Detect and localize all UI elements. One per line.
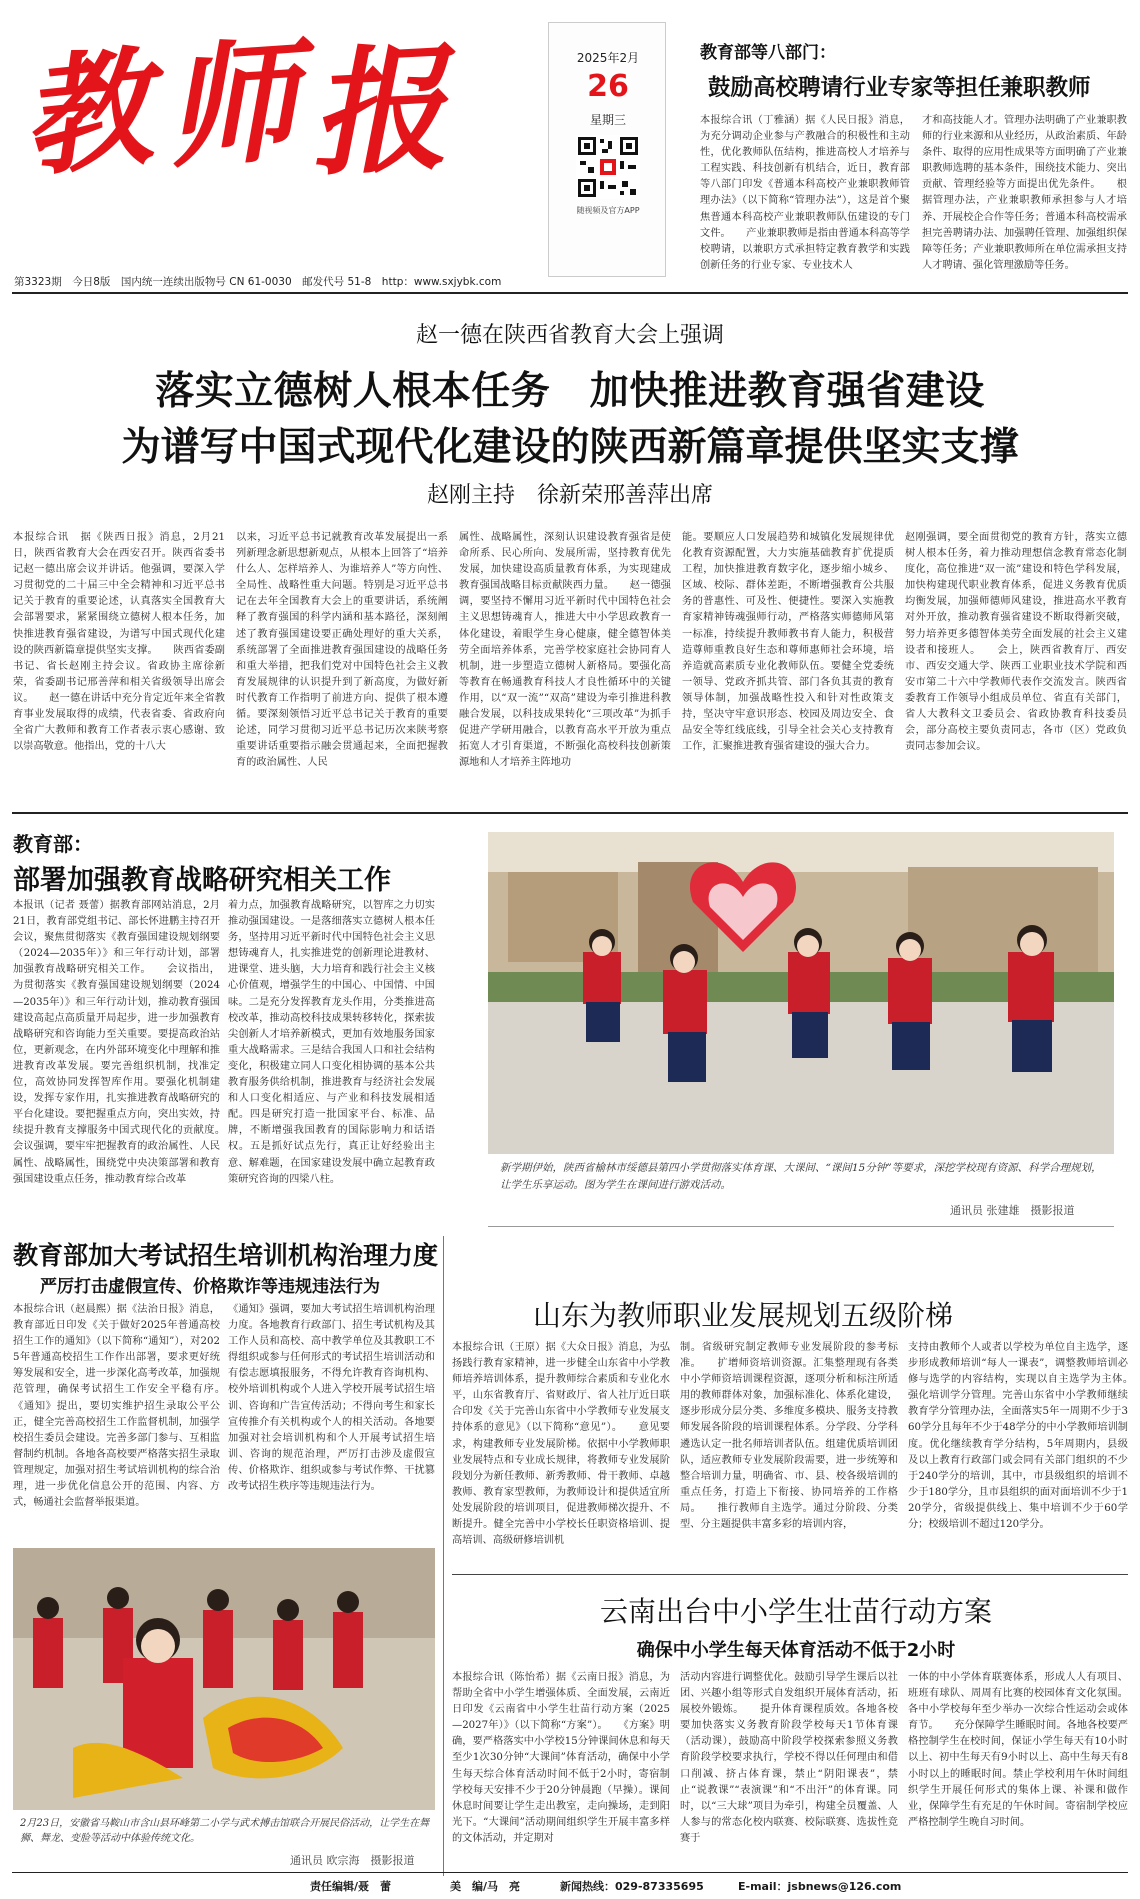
photo-top-caption: 新学期伊始，陕西省榆林市绥德县第四小学贯彻落实体育课、大课间、“课间15分钟”等要求，深挖学校现有资源、科学合理规划，让学生乐享运动。图为学生在课间进行游戏活动。 <box>500 1162 1102 1191</box>
top-story-headline: 鼓励高校聘请行业专家等担任兼职教师 <box>708 75 1091 101</box>
lion-dance-illustration <box>13 1548 435 1810</box>
date-weekday: 星期三 <box>589 113 626 127</box>
lead-col-3: 属性、战略属性，深刻认识建设教育强省是使命所系、民心所向、发展所需，坚持教育优先发展，加快建设高质量教育体系，为实现建成教育强国战略目标贡献陕西力量。 赵一德强调，要坚持不懈用习近平新时代中国特色社会主义思想铸魂育人，推进大中小学思政教育一体化建设，着眼学生身心健康，健全德智体美劳全面培养体系，完善学校家庭社会协同育人机制，进一步塑造立德树人新格局。要强化高等教育在畅通教育科技人才良性循环中的关键作用，以“双一流”“双高”建设为牵引推进科教融合发展，以科技成果转化“三项改革”为抓手促进产学研用融合，以教育高水平开放为重点拓宽人才引育渠道，不断强化高校科技创新策源地和人才培养主阵地功 <box>459 532 671 769</box>
lead-headline-line-1: 落实立德树人根本任务 加快推进教育强省建设 <box>155 369 985 414</box>
footer-art-editor: 美 编/马 亮 <box>450 1880 521 1893</box>
left-column-divider <box>443 1236 444 1876</box>
photo-lion-dance <box>13 1548 435 1810</box>
qr-code-icon[interactable] <box>576 135 640 199</box>
exam-col-2: 《通知》强调，要加大考试招生培训机构治理力度。各地教育行政部门、招生考试机构及其工作人员和高校、高中教学单位及其教职工不得组织或参与任何形式的考试招生培训活动和有偿志愿填报服务，不得允许教育咨询机构、校外培训机构或个人进入学校开展考试招生培训、咨询和广告宣传活动；不得向考生和家长宣传推介有关机构或个人的相关活动。各地要加强对社会培训机构和个人开展考试招生培训、咨询的规范治理，严厉打击涉及虚假宣传、价格欺诈、组织或参与考试作弊、干扰篡改考试招生秩序等违规违法行为。 <box>228 1304 435 1493</box>
shandong-col-2: 制。省级研究制定教师专业发展阶段的参考标准。 扩增师资培训资源。汇集整理现有各类中小学师资培训课程资源，逐项分析和标注所适用的教师群体对象，加强标准化、体系化建设，逐步形成分层分类、多维度多模块、服务支持教师发展各阶段的培训课程体系。分学段、分学科遴选认定一批名师培训者队伍。组建优质培训团队，适应教师专业发展阶段需要，进一步统筹和整合培训力量，明确省、市、县、校各级培训的重点任务，打造上下衔接、协同培养的工作格局。 推行教师自主选学。通过分阶段、分类型、分主题提供丰富多彩的培训内容， <box>680 1342 898 1531</box>
shandong-bottom-rule <box>452 1574 1128 1575</box>
exam-col-1: 本报综合讯（赵晨熙）据《法治日报》消息，教育部近日印发《关于做好2025年普通高校招生工作的通知》（以下简称“通知”），对2025年普通高校招生工作作出部署，要求更好统筹发展和安全，进一步深化高考改革，加强规范管理，确保考试招生工作安全平稳有序。 《通知》提出，要切实维护招生录取公平公正，健全完善高校招生工作监督机制，加强学校招生委员会建设。完善多部门参与、互相监督制约机制。各地各高校要严格落实招生录取管理规定，加强对招生考试培训机构的综合治理，进一步优化信息公开的范围、内容、方式，畅通社会监督举报渠道。 <box>13 1304 220 1509</box>
yunnan-col-2: 活动内容进行调整优化。鼓励引导学生课后以社团、兴趣小组等形式自发组织开展体育活动，拓展校外锻炼。 提升体育课程质效。各地各校要加快落实义务教育阶段学校每天1节体育课（活动课），鼓励高中阶段学校探索参照义务教育阶段学校要求执行，学校不得以任何理由和借口削减、挤占体育课，禁止“阴阳课表”，禁止“说教课”“表演课”和“不出汗”的体育课。同时，以“三大球”项目为牵引，构建全员覆盖、人人参与的常态化校内联赛、校际联赛、选拔性竞赛于 <box>680 1672 898 1844</box>
yunnan-subhead: 确保中小学生每天体育活动不低于2小时 <box>636 1640 956 1661</box>
masthead-title-char-1: 教 <box>14 32 158 196</box>
children-game-illustration <box>488 832 1114 1154</box>
photo-bottom-credit: 通讯员 欧宗海 摄影报道 <box>290 1854 415 1867</box>
photo-children-playing <box>488 832 1114 1154</box>
masthead-title-char-2: 师 <box>159 23 303 188</box>
shandong-col-1: 本报综合讯（王原）据《大众日报》消息，为弘扬践行教育家精神，进一步健全山东省中小学教师培养培训体系，提升教师综合素质和专业化水平，山东省教育厅、省财政厅、省人社厅近日联合印发《关于完善山东省中小学教师专业发展支持体系的意见》（以下简称“意见”）。 意见要求，构建教师专业发展阶梯。依据中小学教师职业发展特点和专业成长规律，将教师专业发展阶段划分为新任教师、新秀教师、骨干教师、卓越教师、教育家型教师，为教师设计和提供适宜所处发展阶段的培训项目，促进教师梯次提升、不断提升。健全完善中小学校长任职资格培训、提高培训、高级研修培训机 <box>452 1342 670 1547</box>
qr-caption: 随视频及官方APP <box>576 206 640 215</box>
masthead-title-char-3: 报 <box>305 28 451 196</box>
strategy-headline: 部署加强教育战略研究相关工作 <box>13 865 391 896</box>
strategy-col-2: 着力点，加强教育战略研究，以智库之力切实推动强国建设。一是落细落实立德树人根本任务，坚持用习近平新时代中国特色社会主义思想铸魂育人，扎实推进党的创新理论进教材、进课堂、进头脑，大力培育和践行社会主义核心价值观，增强学生的中国心、中国情、中国味。二是充分发挥教育龙头作用，分类推进高校改革，推动高校科技成果转移转化，探索拔尖创新人才培养新模式，更加有效地服务国家重大战略需求。三是结合我国人口和社会结构变化，积极建立同人口变化相协调的基本公共教育服务供给机制，推进教育与经济社会发展和人口变化相适应、与产业和科技发展相适配。四是研究打造一批国家平台、标准、品牌，不断增强我国教育的国际影响力和话语权。五是抓好试点先行，真正让好经验出主意、解难题，在国家建设发展中确立起教育政策研究咨询的四梁八柱。 <box>228 900 435 1185</box>
top-story-kicker: 教育部等八部门： <box>700 43 836 63</box>
lead-col-1: 本报综合讯 据《陕西日报》消息，2月21日，陕西省教育大会在西安召开。陕西省委书记赵一德出席会议并讲话。他强调，要深入学习贯彻党的二十届三中全会精神和习近平总书记关于教育的重要论述，认真落实全国教育大会部署要求，紧紧围绕立德树人根本任务，加快推进教育强省建设，为谱写中国式现代化建设的陕西新篇章提供坚实支撑。 陕西省委副书记、省长赵刚主持会议。省政协主席徐新荣，省委副书记邢善萍和相关省级领导出席会议。 赵一德在讲话中充分肯定近年来全省教育事业发展取得的成绩，代表省委、省政府向全省广大教师和教育工作者表示衷心感谢、致以崇高敬意。他指出，党的十八大 <box>13 532 225 753</box>
shandong-col-3: 支持由教师个人或者以学校为单位自主选学，逐步形成教师培训“每人一课表”，调整教师培训必修与选学的内容结构，实现以自主选学为主体。 强化培训学分管理。完善山东省中小学教师继续教育学分管理办法，全面落实5年一周期不少于360学分且每年不少于48学分的中小学教师培训制度。优化继续教育学分结构，5年周期内，县级及以上教育行政部门或会同有关部门组织的不少于240学分的培训，其中，市县级组织的培训不少于180学分，且市县组织的面对面培训不少于120学分，省级提供线上、集中培训不少于60学分；校级培训不超过120学分。 <box>908 1342 1128 1531</box>
shandong-headline: 山东为教师职业发展规划五级阶梯 <box>533 1299 954 1332</box>
photo-bottom-caption: 2月23日，安徽省马鞍山市含山县环峰第二小学与武术搏击馆联合开展民俗活动，让学生在舞狮、舞龙、变脸等活动中体验传统文化。 <box>20 1818 430 1844</box>
photo-top-credit: 通讯员 张建雄 摄影报道 <box>950 1204 1075 1217</box>
lead-col-4: 能。要顺应人口发展趋势和城镇化发展规律优化教育资源配置，大力实施基础教育扩优提质工程，加快推进教育数字化，逐步缩小城乡、区域、校际、群体差距，不断增强教育公共服务的普惠性、可及性、便捷性。要深入实施教育家精神铸魂强师行动，严格落实师德师风第一标准，持续提升教师教书育人能力，积极营造尊师重教良好生态和尊师惠师社会环境，培养造就高素质专业化教师队伍。要健全党委统一领导、党政齐抓共管、部门各负其责的教育领导体制，加强战略性投入和针对性政策支持，坚决守牢意识形态、校园及周边安全、食品安全等红线底线，引导全社会关心支持教育工作，汇聚推进教育强省建设的强大合力。 <box>682 532 894 753</box>
yunnan-headline: 云南出台中小学生壮苗行动方案 <box>599 1595 992 1628</box>
top-story-col-1: 本报综合讯（丁雅涵）据《人民日报》消息，为充分调动企业参与产教融合的积极性和主动性，优化教师队伍结构，推进高校人才培养与工程实践、科技创新有机结合，近日，教育部等八部门印发《普通本科高校产业兼职教师管理办法》（以下简称“管理办法”），这是首个聚焦普通本科高校产业兼职教师队伍建设的专门文件。 产业兼职教师是指由普通本科高等学校聘请，以兼职方式承担特定教育教学和实践创新任务的行业专家、专业技术人 <box>700 115 910 271</box>
lead-bottom-rule <box>12 812 1128 814</box>
date-day: 26 <box>587 69 629 104</box>
exam-headline: 教育部加大考试招生培训机构治理力度 <box>13 1241 439 1270</box>
yunnan-col-1: 本报综合讯（陈怡希）据《云南日报》消息，为帮助全省中小学生增强体质、全面发展，云南近日印发《云南省中小学生壮苗行动方案（2025—2027年）》（以下简称“方案”）。 《方案》明确，要严格落实中小学校15分钟课间休息和每天至少1次30分钟“大课间”体育活动，确保中小学生每天综合体育活动时间不低于2小时，寄宿制学校每天安排不少于20分钟晨跑（早操）。课间休息时间要让学生走出教室，走向操场，走到阳光下。“大课间”活动期间组织学生开展丰富多样的文体活动，并定期对 <box>452 1672 670 1844</box>
masthead-divider <box>12 292 1128 294</box>
strategy-col-1: 本报讯（记者 聂蕾）据教育部网站消息，2月21日，教育部党组书记、部长怀进鹏主持召开会议，聚焦贯彻落实《教育强国建设规划纲要（2024—2035年）》和三年行动计划，部署加强教育战略研究相关工作。 会议指出，为贯彻落实《教育强国建设规划纲要（2024—2035年）》和三年行动计划，推动教育强国建设高起点高质量开局起步，进一步加强教育战略研究和咨询能力至关重要。要提高政治站位，更新观念，在内外部环境变化中理解和推进教育改革发展。要完善组织机制，找准定位，高效协同发挥智库作用。要强化机制建设，发挥专家作用，扎实推进教育战略研究的平台化建设。要把握重点方向，突出实效，持续提升教育支撑服务中国式现代化的贡献度。 会议强调，要牢牢把握教育的政治属性、人民属性、战略属性，围绕党中央决策部署和教育强国建设重点任务，推动教育综合改革 <box>13 900 220 1185</box>
lead-col-2: 以来，习近平总书记就教育改革发展提出一系列新理念新思想新观点，从根本上回答了“培养什么人、怎样培养人、为谁培养人”等方向性、全局性、战略性重大问题。特别是习近平总书记在去年全国教育大会上的重要讲话，系统阐释了教育强国的科学内涵和基本路径，深刻阐述了教育强国建设要正确处理好的重大关系，系统部署了全面推进教育强国建设的战略任务和重大举措，把我们党对中国特色社会主义教育发展规律的认识提升到了新高度，为做好新时代教育工作指明了前进方向、提供了根本遵循。要深刻领悟习近平总书记关于教育的重要论述，同学习贯彻习近平总书记历次来陕考察重要讲话重要指示融会贯通起来，全面把握教育的政治属性、人民 <box>236 532 448 769</box>
yunnan-col-3: 一体的中小学体育联赛体系，形成人人有项目、班班有球队、周周有比赛的校园体育文化氛围。各中小学校每年至少举办一次综合性运动会或体育节。 充分保障学生睡眠时间。各地各校要严格控制学生在校时间，保证小学生每天有10小时以上、初中生每天有9小时以上、高中生每天有8小时以上的睡眠时间。禁止学校利用午休时间组织学生开展任何形式的集体上课、补课和做作业，保障学生有充足的午休时间。寄宿制学校应严格控制学生晚自习时间。 <box>908 1672 1128 1828</box>
exam-subhead: 严厉打击虚假宣传、价格欺诈等违规违法行为 <box>40 1277 380 1297</box>
footer-email[interactable]: E-mail：jsbnews@126.com <box>738 1880 902 1893</box>
footer-editor: 责任编辑/聂 蕾 <box>310 1880 392 1893</box>
strategy-kicker: 教育部： <box>13 832 93 856</box>
date-box <box>548 22 666 277</box>
lead-col-5: 赵刚强调，要全面贯彻党的教育方针，落实立德树人根本任务，着力推动理想信念教育常态化制度化，高位推进“双一流”建设和特色学科发展，加快构建现代职业教育体系，促进义务教育优质均衡发展，加强师德师风建设，推进高水平教育对外开放，推动教育强省建设不断取得新突破，努力培养更多德智体美劳全面发展的社会主义建设者和接班人。 会上，陕西省教育厅、西安市、西安交通大学、陕西工业职业技术学院和西安市第二十六中学教师代表作交流发言。陕西省委教育工作领导小组成员单位、省直有关部门，省人大教科文卫委员会、省政协教育科技委员会，部分高校主要负责同志，各市（区）党政负责同志参加会议。 <box>905 532 1127 753</box>
issue-info-line: 第3323期 今日8版 国内统一连续出版物号 CN 61-0030 邮发代号 51-8 http：www.sxjybk.com <box>14 276 502 288</box>
top-story-col-2: 才和高技能人才。管理办法明确了产业兼职教师的行业来源和从业经历，从政治素质、年龄条件、取得的应用性成果等方面明确了产业兼职教师选聘的基本条件，围绕技术能力、突出贡献、管理经验等方面提出优先条件。 根据管理办法，产业兼职教师承担参与人才培养、开展校企合作等任务；普通本科高校需承担完善聘请办法、加强聘任管理、加强组织保障等任务；产业兼职教师所在单位需承担支持人才聘请、强化管理激励等任务。 <box>922 115 1127 271</box>
photo-box-border <box>488 1226 1114 1227</box>
date-year-month: 2025年2月 <box>576 51 640 65</box>
footer-rule <box>12 1872 1128 1873</box>
lead-headline-line-2: 为谱写中国式现代化建设的陕西新篇章提供坚实支撑 <box>121 425 1019 470</box>
footer-hotline: 新闻热线：029-87335695 <box>560 1880 704 1893</box>
lead-kicker: 赵一德在陕西省教育大会上强调 <box>415 323 724 348</box>
lead-subhead: 赵刚主持 徐新荣邢善萍出席 <box>426 483 713 508</box>
